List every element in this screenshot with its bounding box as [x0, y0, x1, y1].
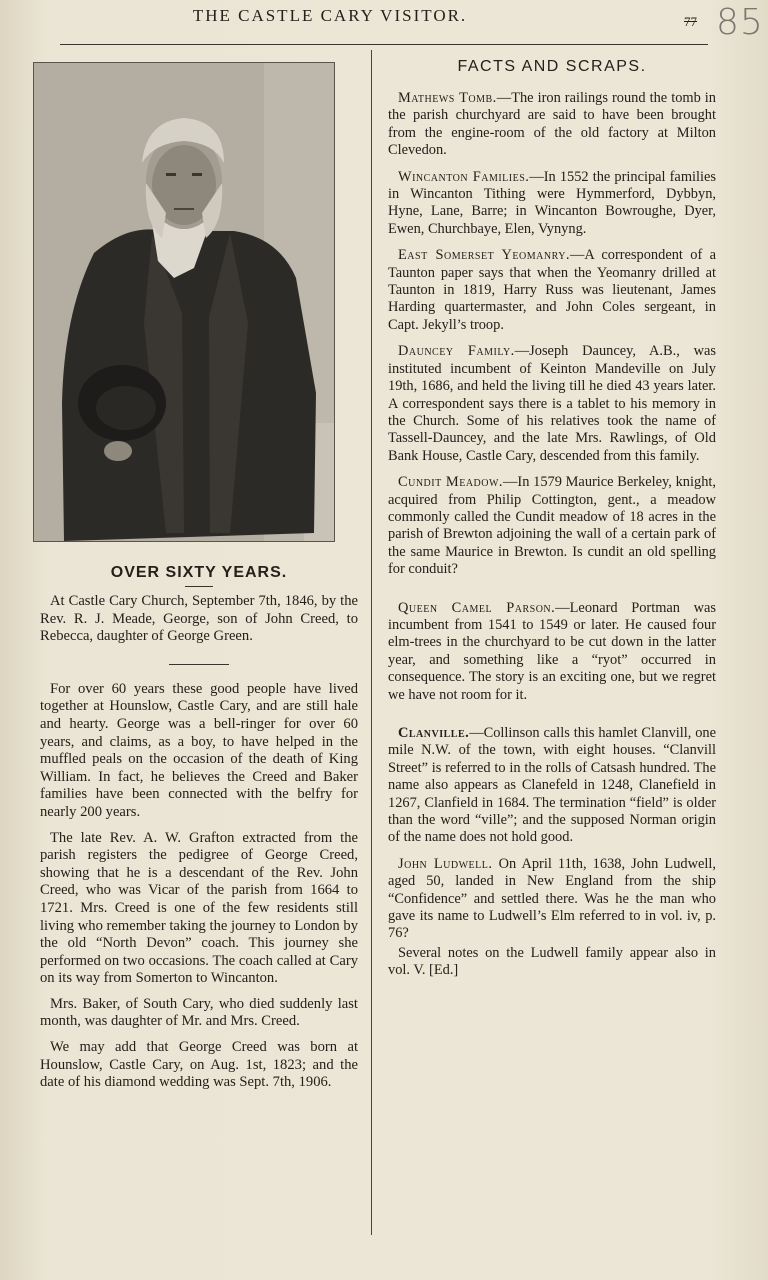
- heading-rule: [185, 586, 213, 587]
- scrap-text: —In 1552 the principal families in Wincanton Tithing were Hymmerford, Dybbyn, Hyne, Lane, Barre; in Wincanton Bowroughe, Dyer, Ewen, Churchbaye, Elen, Vynyng.: [388, 168, 716, 237]
- spacer: [388, 713, 716, 725]
- scrap-text: On April 11th, 1638, John Ludwell, aged 50, landed in New England from the ship “Confidence” and settled there. Was he the man who gave its name to Ludwell’s Elm referred to in vol. iv, p. 76?: [388, 855, 716, 942]
- scrap-item: [388, 247, 716, 334]
- scrap-text: —A correspondent of a Taunton paper says that when the Yeomanry drilled at Taunton in 1819, Harry Russ was lieutenant, James Harding quartermaster, and John Coles sergeant, in Capt. Jekyll’s troop.: [388, 247, 716, 333]
- scrap-title: Cundit Meadow.: [398, 474, 504, 491]
- scrap-title: John Ludwell.: [398, 855, 493, 872]
- article-paragraph: For over 60 years these good people have lived together at Hounslow, Castle Cary, and are still hale and hearty. George was a bell-ringer for over 60 years, and claims, as a boy, to have helped in the muffled peals on the occasion of the death of King William. In fact, he believes the Creed and Baker families have been connected with the belfry for nearly 200 years.: [40, 680, 358, 820]
- column-divider: [371, 50, 372, 1235]
- running-header: THE CASTLE CARY VISITOR.: [192, 6, 468, 25]
- handwritten-page-number: 85: [716, 2, 764, 43]
- scrap-text: —In 1579 Maurice Berkeley, knight, acquired from Philip Cottington, gent., a meadow commonly called the Cundit meadow of 18 acres in the parish of Brewton adjoining the wall of a certain park of the same Maurice in Brewton. Is cundit an old spelling for conduit?: [388, 474, 716, 578]
- right-column: [388, 54, 716, 989]
- portrait-photo: [34, 63, 334, 541]
- spacer: [388, 588, 716, 600]
- scrap-item: [388, 856, 716, 943]
- article-intro: At Castle Cary Church, September 7th, 1846, by the Rev. R. J. Meade, George, son of John Creed, to Rebecca, daughter of George Green.: [40, 593, 358, 645]
- article-heading-over-sixty-years: OVER SIXTY YEARS.: [110, 564, 288, 581]
- scrap-title: Wincanton Families.: [398, 168, 530, 185]
- scrap-text: —Joseph Dauncey, A.B., was instituted incumbent of Keinton Mandeville on July 19th, 1686, and held the living till he died 43 years later. A correspondent says there is a tablet to his memory in the Church. Some of his relatives took the name of Tassell-Dauncey, and the late Mrs. Rawlings, of Old Bank House, Castle Cary, descended from this family.: [388, 343, 716, 464]
- left-column: [40, 560, 358, 1100]
- scrap-item: [388, 90, 716, 160]
- header-rule: [60, 44, 708, 45]
- scrap-title: East Somerset Yeomanry.: [398, 247, 571, 264]
- scrap-item: [388, 169, 716, 239]
- scrap-item: [388, 725, 716, 847]
- section-heading-facts-and-scraps: FACTS AND SCRAPS.: [457, 58, 647, 75]
- scrap-item: [388, 600, 716, 704]
- scrap-text: —Leonard Portman was incumbent from 1541 to 1549 or later. He caused four elm-trees in the churchyard to be cut down in the latter year, and something like a “ryot” occurred in consequence. The story is an exciting one, but we regret we have not room for it.: [388, 599, 716, 703]
- portrait-illustration: [34, 63, 334, 541]
- scrap-title: Dauncey Family.: [398, 343, 515, 360]
- article-paragraph: The late Rev. A. W. Grafton extracted from the parish registers the pedigree of George Creed, showing that he is a descendant of the Rev. John Creed, who was Vicar of the parish from 1664 to 1721. Mrs. Creed is one of the few residents still living who remember taking the journey to London by the old “North Devon” coach. This journey she performed on two occasions. The coach called at Cary on its way from Somerton to Wincanton.: [40, 829, 358, 987]
- scrap-title: Clanville.: [398, 725, 470, 741]
- printed-page-number: 77: [684, 14, 697, 29]
- scrap-text: —The iron railings round the tomb in the parish churchyard are said to have been brought from the engine-room of the old factory at Milton Clevedon.: [388, 90, 716, 159]
- article-paragraph: We may add that George Creed was born at Hounslow, Castle Cary, on Aug. 1st, 1823; and the date of his diamond wedding was Sept. 7th, 1906.: [40, 1039, 358, 1091]
- scrap-item: [388, 343, 716, 465]
- article-paragraph: Mrs. Baker, of South Cary, who died suddenly last month, was daughter of Mr. and Mrs. Creed.: [40, 995, 358, 1030]
- section-rule: [169, 664, 229, 665]
- scrap-text: —Collinson calls this hamlet Clanvill, one mile N.W. of the town, with eight houses. “Clanvill Street” is referred to in the rolls of Catsash hundred. The name also appears as Clanefeld in 1248, Clanefield in 1267, Clanfield in 1684. The termination “field” is older than the word “ville”; and the supposed Norman origin of the name does not hold good.: [388, 725, 716, 846]
- scrap-item: [388, 474, 716, 578]
- scrap-title: Mathews Tomb.: [398, 90, 497, 106]
- editor-note: Several notes on the Ludwell family appear also in vol. V. [Ed.]: [388, 944, 716, 979]
- scrap-title: Queen Camel Parson.: [398, 599, 556, 616]
